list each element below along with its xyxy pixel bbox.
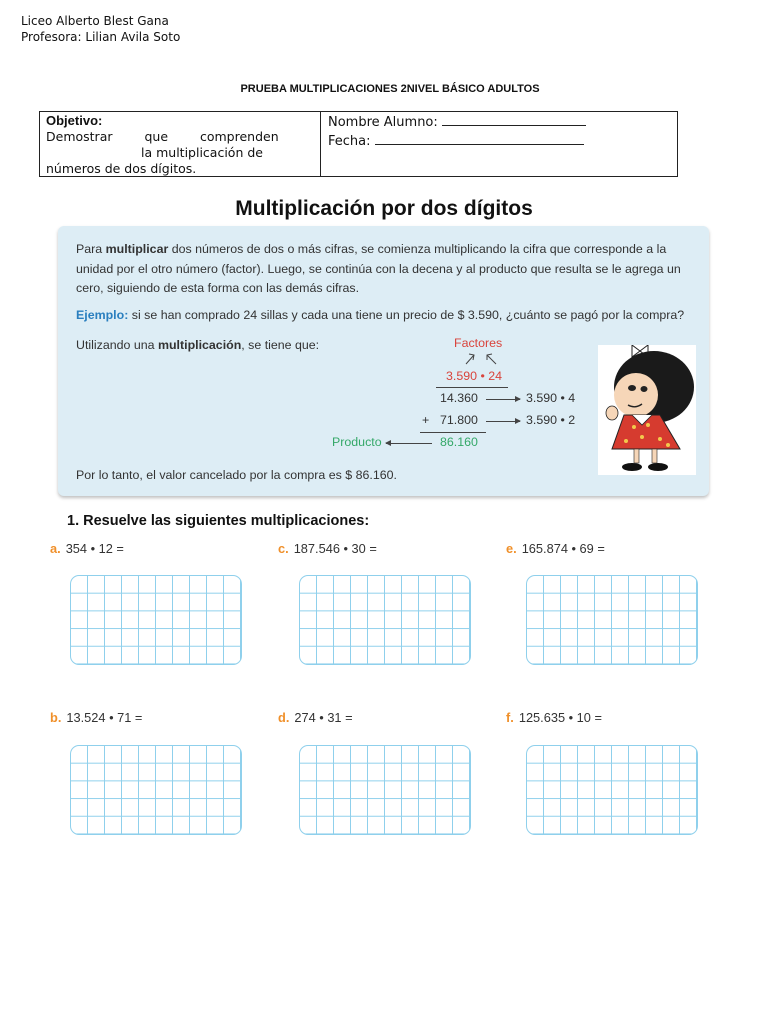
teacher-name: Profesora: Lilian Avila Soto [21,30,181,44]
problem-expression: 13.524 • 71 = [66,710,143,725]
problem-b [50,710,142,725]
example-text: si se han comprado 24 sillas y cada una tiene un precio de $ 3.590, ¿cuánto se pagó por la compra? [128,308,685,322]
problem-expression: 165.874 • 69 = [521,541,605,556]
plus-sign: + [422,413,430,427]
explanation-box [58,226,709,496]
using-bold: multiplicación [157,338,242,352]
product-label: Producto [332,435,382,449]
problem-a [50,541,124,556]
sum-underline [420,432,486,433]
cartoon-girl-icon [598,345,696,475]
info-table [39,111,678,177]
school-name: Liceo Alberto Blest Gana [21,14,169,28]
mafalda-illustration [598,345,696,475]
arrow-right-icon [486,399,520,400]
problem-expression: 274 • 31 = [294,710,353,725]
date-label: Fecha: [328,134,371,149]
test-title: PRUEBA MULTIPLICACIONES 2NIVEL BÁSICO ADULTOS [240,83,540,95]
partial-1: 14.360 [440,391,478,405]
problem-e [506,541,605,556]
using-start: Utilizando una [76,338,158,352]
main-title: Multiplicación por dos dígitos [235,197,533,220]
objective-line-2: la multiplicación de [141,145,263,160]
p1-end: dos números de dos o más cifras, se comienza multiplicando la cifra que corresponde a la unidad por el otro número (factor). Luego, se continúa con la decena y al producto que resulta se le agrega un cero, siguiendo de esta forma con las demás cifras. [76,242,681,295]
date-row [328,131,670,150]
student-name-label: Nombre Alumno: [328,115,438,130]
answer-grid-a[interactable] [70,575,242,665]
result: 86.160 [440,435,478,449]
problem-expression: 354 • 12 = [65,541,124,556]
partial-1-note: 3.590 • 4 [526,391,576,405]
objective-line-1: Demostrar que comprenden [46,129,279,144]
problem-letter: c. [278,541,289,556]
objective-label: Objetivo: [46,113,103,128]
problem-expression: 187.546 • 30 = [293,541,377,556]
answer-grid-d[interactable] [299,745,471,835]
arrow-left-icon [386,443,432,444]
answer-grid-f[interactable] [526,745,698,835]
problem-letter: e. [506,541,517,556]
factors-label: Factores [454,336,503,350]
p1-start: Para [76,242,106,256]
explanation-paragraph [76,240,701,299]
answer-grid-b[interactable] [70,745,242,835]
using-paragraph [76,338,319,352]
partial-2: 71.800 [440,413,478,427]
problem-letter: d. [278,710,290,725]
factor-arrows-icon [458,350,502,366]
problem-expression: 125.635 • 10 = [518,710,602,725]
conclusion: Por lo tanto, el valor cancelado por la compra es $ 86.160. [76,468,397,482]
operation [446,369,502,383]
example-paragraph [76,308,706,322]
answer-grid-c[interactable] [299,575,471,665]
problem-letter: f. [506,710,514,725]
example-label: Ejemplo: [76,308,129,322]
objective-cell [40,112,321,176]
operation-underline [436,387,508,388]
problem-letter: b. [50,710,62,725]
student-cell [321,112,677,176]
answer-grid-e[interactable] [526,575,698,665]
p1-bold: multiplicar [105,242,169,256]
student-name-row [328,112,670,131]
using-end: , se tiene que: [241,338,320,352]
date-field[interactable] [375,131,584,145]
operation-text: 3.590 • 24 [446,369,503,383]
problem-c [278,541,377,556]
partial-2-note: 3.590 • 2 [526,413,576,427]
arrow-right-icon [486,421,520,422]
exercise-title: 1. Resuelve las siguientes multiplicaciones: [67,513,370,529]
objective-line-3: números de dos dígitos. [46,161,197,176]
problem-f [506,710,602,725]
student-name-field[interactable] [442,112,586,126]
problem-letter: a. [50,541,61,556]
problem-d [278,710,353,725]
